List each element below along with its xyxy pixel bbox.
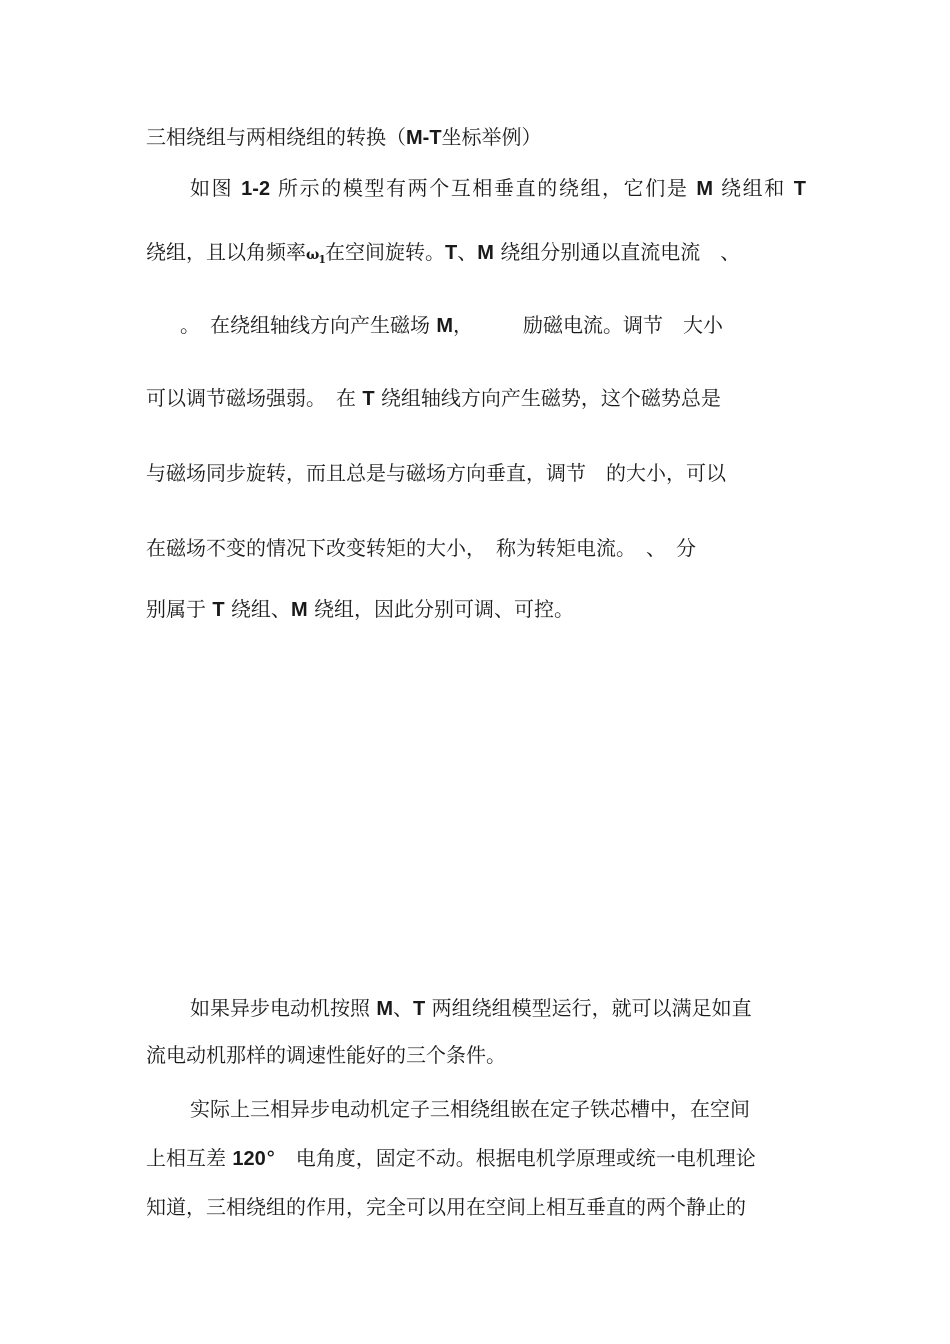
paragraph-1-line-2: 绕组，且以角频率$\omega_1$在空间旋转。T、M 绕组分别通以直流电流 、 xyxy=(146,240,741,266)
paragraph-2-line-1: 如果异步电动机按照 M、T 两组绕组模型运行，就可以满足如直 xyxy=(190,996,752,1020)
paragraph-1-line-7: 别属于 T 绕组、M 绕组，因此分别可调、可控。 xyxy=(146,597,574,621)
paragraph-1-line-1: 如图 1-2 所示的模型有两个互相垂直的绕组，它们是 M 绕组和 T xyxy=(190,176,806,200)
paragraph-3-line-1: 实际上三相异步电动机定子三相绕组嵌在定子铁芯槽中，在空间 xyxy=(190,1097,750,1121)
paragraph-1-line-6: 在磁场不变的情况下改变转矩的大小， 称为转矩电流。 、 分 xyxy=(146,536,696,560)
paragraph-2-line-2: 流电动机那样的调速性能好的三个条件。 xyxy=(146,1043,506,1067)
paragraph-3-line-2: 上相互差 120° 电角度，固定不动。根据电机学原理或统一电机理论 xyxy=(146,1146,756,1170)
paragraph-1-line-5: 与磁场同步旋转，而且总是与磁场方向垂直，调节 的大小，可以 xyxy=(146,461,726,485)
omega-symbol: $\omega_1$ xyxy=(306,247,325,266)
paragraph-3-line-3: 知道，三相绕组的作用，完全可以用在空间上相互垂直的两个静止的 xyxy=(146,1195,746,1219)
section-heading: 三相绕组与两相绕组的转换（M-T坐标举例） xyxy=(146,125,542,149)
paragraph-1-line-3: 。 在绕组轴线方向产生磁场 M， 励磁电流。调节 大小 xyxy=(160,313,724,337)
paragraph-1-line-4: 可以调节磁场强弱。 在 T 绕组轴线方向产生磁势，这个磁势总是 xyxy=(146,386,721,410)
